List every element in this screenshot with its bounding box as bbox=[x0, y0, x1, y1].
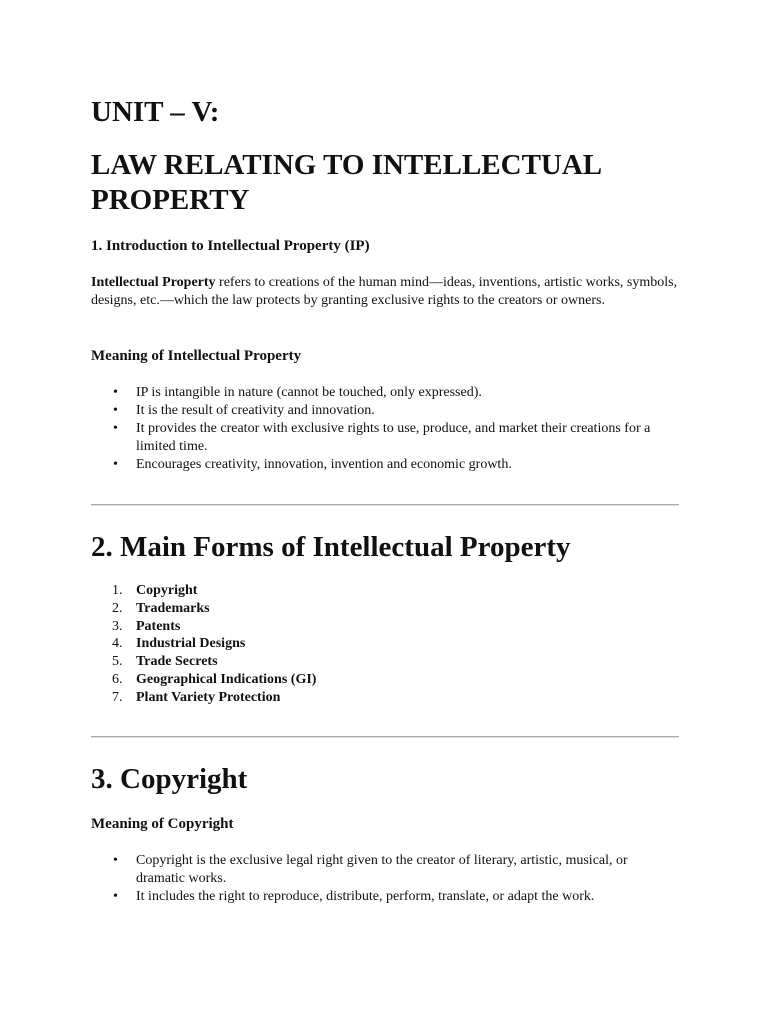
meaning-copyright-heading: Meaning of Copyright bbox=[91, 816, 234, 832]
meaning-ip-list bbox=[91, 384, 679, 474]
section-divider bbox=[91, 736, 679, 738]
list-item: 2. Trademarks bbox=[112, 600, 210, 616]
section1-heading: 1. Introduction to Intellectual Property (IP) bbox=[91, 238, 370, 254]
unit-title: UNIT – V: bbox=[91, 96, 220, 128]
main-title: LAW RELATING TO INTELLECTUAL PROPERTY bbox=[91, 149, 601, 216]
list-item: • IP is intangible in nature (cannot be touched, only expressed). bbox=[113, 385, 482, 400]
section3-heading: 3. Copyright bbox=[91, 763, 248, 795]
list-item: 4. Industrial Designs bbox=[112, 636, 246, 652]
list-item: 1. Copyright bbox=[112, 583, 198, 598]
list-item: 5. Trade Secrets bbox=[112, 654, 218, 670]
bullet-icon: • bbox=[113, 457, 118, 472]
intro-paragraph bbox=[91, 274, 679, 310]
list-item: 6. Geographical Indications (GI) bbox=[112, 671, 317, 687]
meaning-ip-heading: Meaning of Intellectual Property bbox=[91, 348, 302, 364]
list-item: • It includes the right to reproduce, distribute, perform, translate, or adapt the work. bbox=[113, 889, 595, 904]
list-item: • It is the result of creativity and innovation. bbox=[113, 403, 375, 418]
intro-bold-term: Intellectual Property bbox=[91, 275, 216, 290]
list-item: • Copyright is the exclusive legal right given to the creator of literary, artistic, musical, or dramatic works. bbox=[113, 853, 628, 886]
list-item: 3. Patents bbox=[112, 618, 181, 634]
section-divider bbox=[91, 504, 679, 506]
ip-forms-list bbox=[91, 582, 679, 707]
section2-heading: 2. Main Forms of Intellectual Property bbox=[91, 531, 571, 563]
bullet-icon: • bbox=[113, 385, 118, 400]
bullet-icon: • bbox=[113, 889, 118, 904]
intro-text: refers to creations of the human mind—ideas, inventions, artistic works, symbols, designs, etc.—which the law protects by granting exclusive rights to the creators or owners. bbox=[91, 275, 678, 308]
list-item: 7. Plant Variety Protection bbox=[112, 689, 281, 705]
bullet-icon: • bbox=[113, 853, 118, 868]
bullet-icon: • bbox=[113, 403, 118, 418]
meaning-copyright-list bbox=[91, 852, 679, 906]
list-item: • Encourages creativity, innovation, invention and economic growth. bbox=[113, 457, 512, 472]
bullet-icon: • bbox=[113, 421, 118, 436]
list-item: • It provides the creator with exclusive rights to use, produce, and market their creations for a limited time. bbox=[113, 421, 651, 454]
